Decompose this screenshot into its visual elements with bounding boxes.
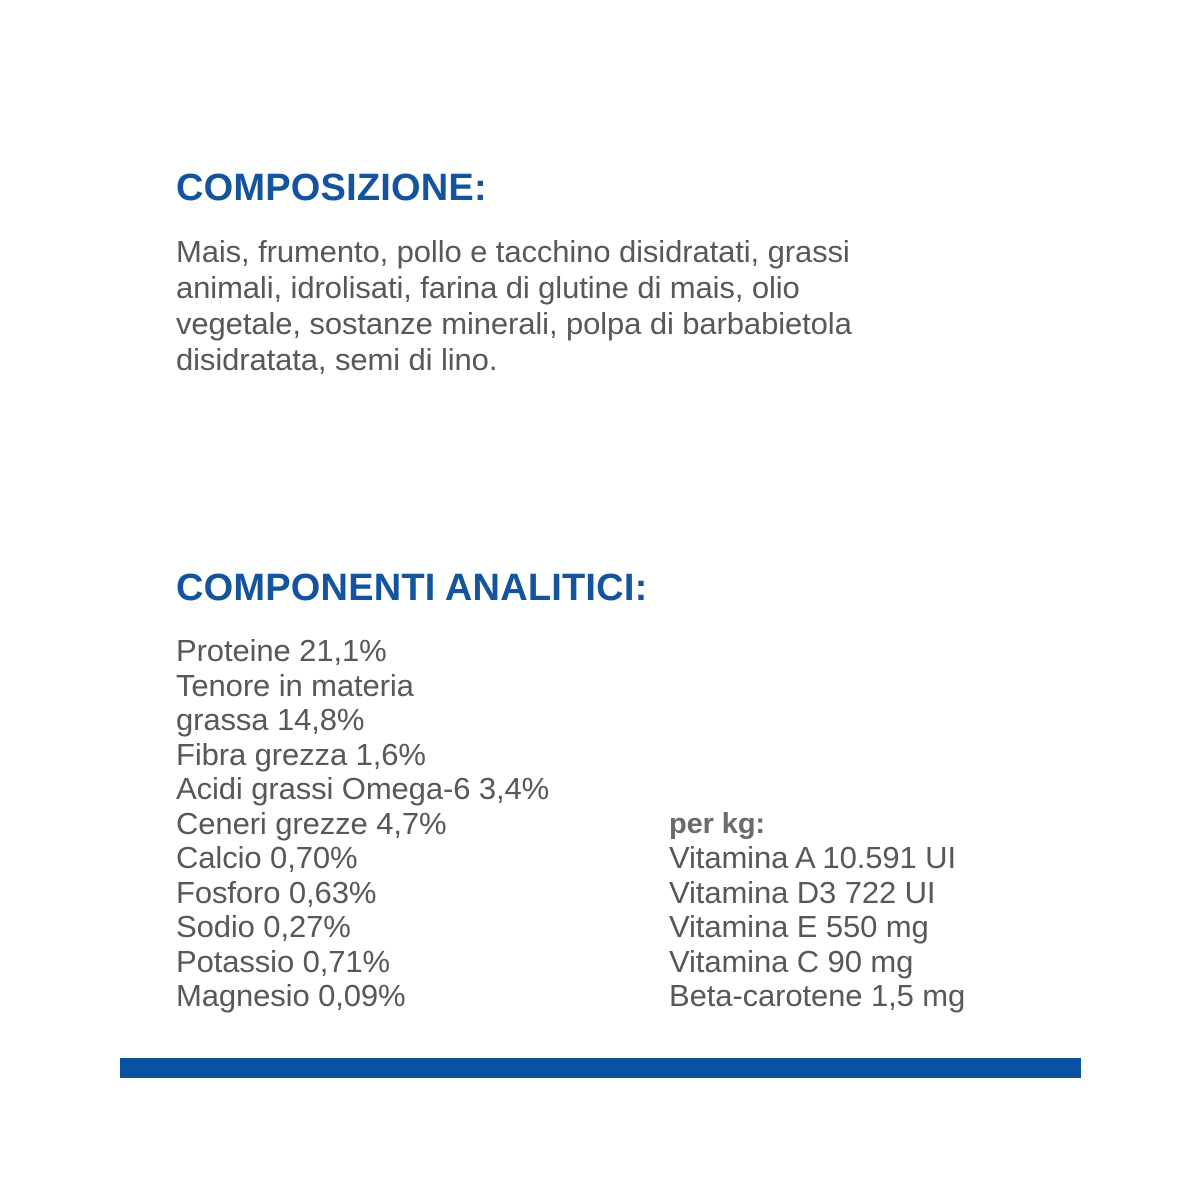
analytics-item: Tenore in materia bbox=[176, 667, 414, 703]
analytics-item: Acidi grassi Omega-6 3,4% bbox=[176, 771, 550, 806]
vitamin-item: Vitamina E 550 mg bbox=[669, 909, 929, 944]
per-kg-label: per kg: bbox=[669, 807, 765, 840]
analytics-item: Ceneri grezze 4,7% bbox=[176, 805, 447, 841]
composition-line: vegetale, sostanze minerali, polpa di barbabietola bbox=[176, 306, 852, 341]
vitamin-item: Vitamina C 90 mg bbox=[669, 943, 914, 979]
analytics-item: Proteine 21,1% bbox=[176, 633, 387, 668]
composition-line: disidratata, semi di lino. bbox=[176, 342, 498, 377]
analytics-item: Magnesio 0,09% bbox=[176, 978, 406, 1013]
bottom-accent-bar bbox=[120, 1058, 1081, 1078]
analytics-item: Fibra grezza 1,6% bbox=[176, 736, 426, 772]
analytics-left-column bbox=[176, 634, 549, 1014]
vitamin-item: Vitamina D3 722 UI bbox=[669, 874, 936, 910]
composition-line: animali, idrolisati, farina di glutine di mais, olio bbox=[176, 270, 800, 305]
composition-text-block bbox=[176, 234, 1036, 378]
vitamin-item: Vitamina A 10.591 UI bbox=[669, 840, 956, 875]
analytics-item: Potassio 0,71% bbox=[176, 943, 391, 979]
analytics-item: grassa 14,8% bbox=[176, 702, 365, 737]
composition-line: Mais, frumento, pollo e tacchino disidratati, grassi bbox=[176, 234, 850, 269]
analytics-right-column bbox=[669, 634, 1042, 1014]
composition-heading: COMPOSIZIONE: bbox=[176, 167, 487, 209]
analytics-item: Fosforo 0,63% bbox=[176, 874, 377, 910]
analytical-components-heading: COMPONENTI ANALITICI: bbox=[176, 567, 648, 609]
analytics-item: Sodio 0,27% bbox=[176, 909, 351, 944]
vitamin-item: Beta-carotene 1,5 mg bbox=[669, 978, 966, 1013]
analytics-item: Calcio 0,70% bbox=[176, 840, 358, 875]
